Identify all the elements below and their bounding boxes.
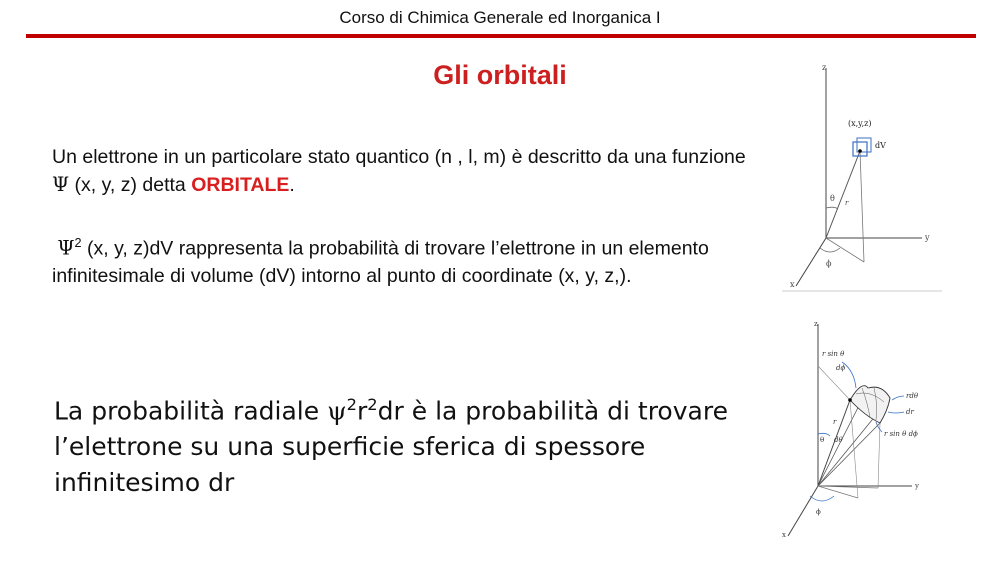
paragraph-radial-probability xyxy=(54,387,744,501)
phi-arc xyxy=(820,248,840,252)
psi-symbol: ψ xyxy=(327,396,347,426)
point-label: (x,y,z) xyxy=(848,119,872,128)
dr-label: dr xyxy=(906,408,914,416)
r-symbol: r xyxy=(357,396,368,426)
phi-arc xyxy=(810,496,834,501)
y-label: y xyxy=(915,482,919,490)
projection-line xyxy=(860,151,864,262)
point-marker xyxy=(858,149,862,153)
p3-text-a: La probabilità radiale xyxy=(54,396,328,426)
p3-text-b: dr è la probabilità di trovare l’elettrone su una superficie sferica di spessore infinitesimo dr xyxy=(54,396,728,498)
psi-symbol: Ψ xyxy=(52,173,70,196)
p1-text-a: Un elettrone in un particolare stato quantico (n , l, m) è descritto da una funzione xyxy=(52,146,746,168)
phi-label: ϕ xyxy=(816,508,821,516)
theta-arc xyxy=(826,207,838,209)
orbitale-highlight: ORBITALE xyxy=(191,174,290,196)
psi-symbol: Ψ xyxy=(57,236,75,260)
x-label: x xyxy=(782,531,786,539)
x-label: x xyxy=(790,280,795,289)
theta-label: θ xyxy=(830,194,835,203)
z-label: z xyxy=(822,63,827,72)
superscript: 2 xyxy=(346,395,358,414)
theta-label: θ xyxy=(820,436,825,444)
callout-arrow xyxy=(888,412,904,413)
superscript: 2 xyxy=(74,236,82,250)
dv-label: dV xyxy=(875,141,886,150)
point-marker xyxy=(848,398,852,402)
r-sin-theta-d-phi-label: r sin θ dϕ xyxy=(884,430,918,438)
callout-arrow xyxy=(892,396,904,400)
r-d-theta-label: rdθ xyxy=(906,392,919,400)
z-label: z xyxy=(814,320,818,328)
d-phi-label: dϕ xyxy=(836,364,846,372)
x-axis xyxy=(788,486,818,536)
spherical-coordinate-diagram xyxy=(770,318,970,544)
header-rule xyxy=(26,34,976,38)
projection-line xyxy=(878,423,880,488)
x-axis xyxy=(796,238,826,286)
p1-text-b: (x, y, z) detta xyxy=(69,174,192,196)
r-label: r xyxy=(833,418,837,426)
slide-title: Gli orbitali xyxy=(433,60,567,90)
projection-line xyxy=(826,238,864,262)
p2-text: (x, y, z)dV rappresenta la probabilità di trovare l’elettrone in un elemento infinitesimale di volume (dV) intorno al punto di coordinate (x, y, z,). xyxy=(52,237,709,287)
y-label: y xyxy=(925,233,930,242)
course-header: Corso di Chimica Generale ed Inorganica I xyxy=(339,8,661,27)
paragraph-orbital-definition xyxy=(52,144,752,199)
r-label: r xyxy=(845,199,849,207)
p1-text-c: . xyxy=(289,174,295,196)
coordinate-diagram xyxy=(782,58,962,294)
superscript: 2 xyxy=(367,395,378,414)
radius-line xyxy=(818,423,880,486)
r-sin-theta-label: r sin θ xyxy=(822,350,845,358)
paragraph-probability xyxy=(52,230,752,290)
d-theta-label: dθ xyxy=(834,436,843,444)
phi-label: ϕ xyxy=(826,259,832,268)
projection-line xyxy=(818,486,858,498)
